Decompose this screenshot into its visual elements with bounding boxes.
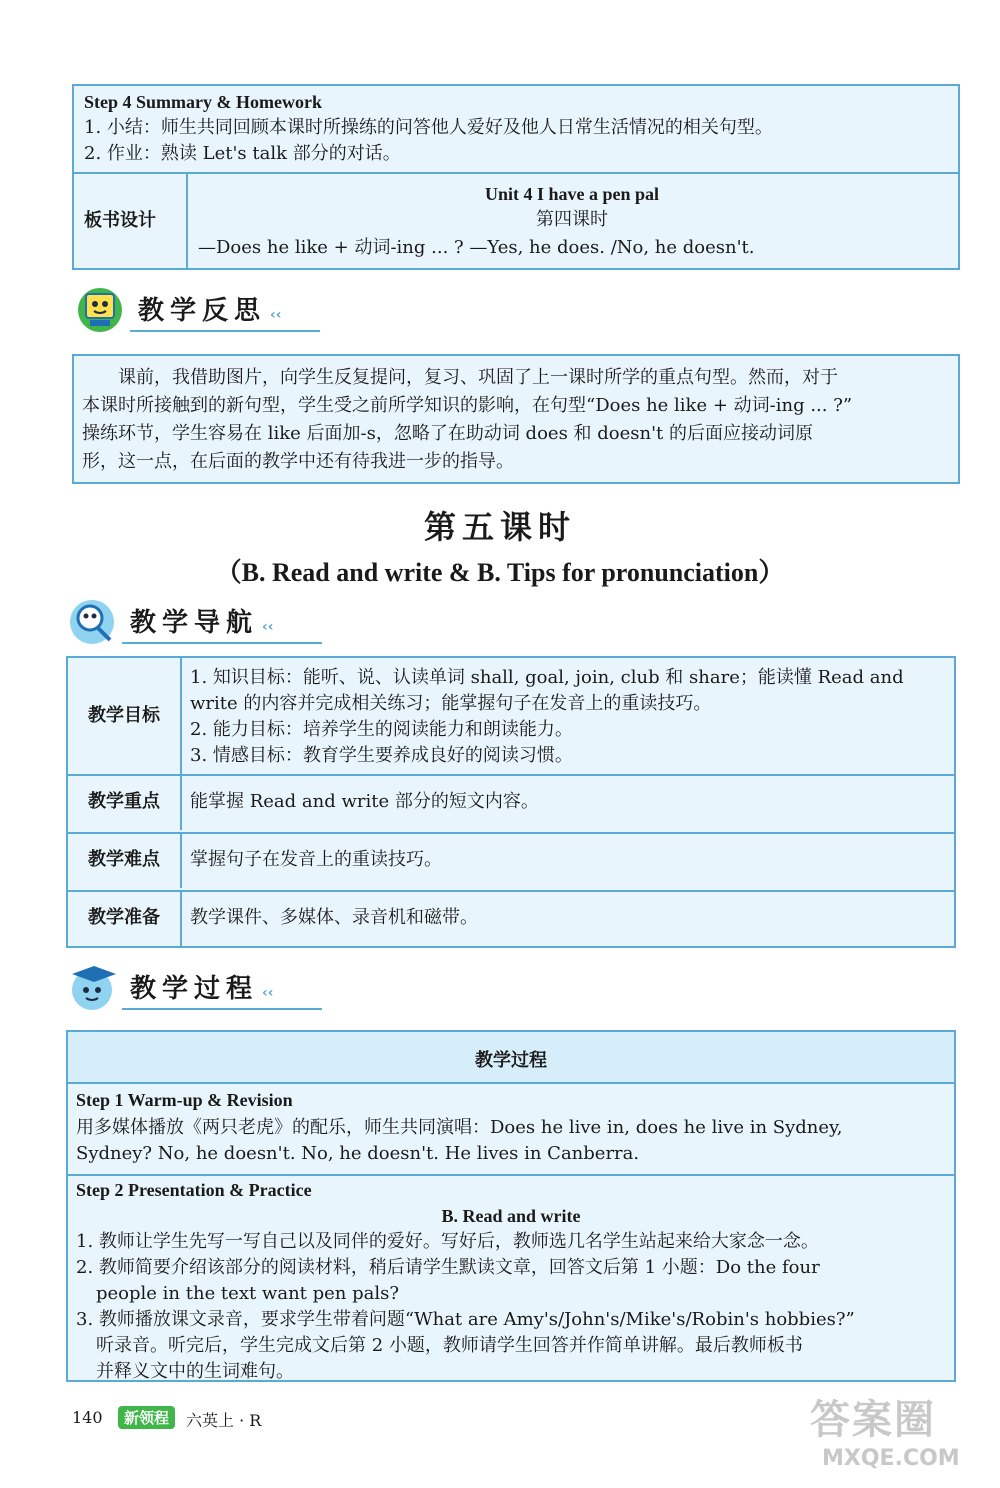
process-box (66, 1030, 956, 1382)
nav-row-difficulties (68, 832, 954, 892)
board-unit: Unit 4 I have a pen pal (484, 184, 660, 204)
nav-row-label: 教学目标 (68, 658, 182, 774)
nav-row-label: 教学难点 (68, 832, 182, 888)
reflection-header-text: 教学反思 (138, 296, 267, 326)
nav-goals-line-1: 1. 知识目标：能听、说、认读单词 shall, goal, join, club 和 share；能读懂 Read and (190, 667, 904, 688)
board-lesson: 第四课时 (536, 209, 608, 230)
graduate-mascot-icon (64, 962, 124, 1014)
reflection-header (72, 284, 322, 336)
step4-box (72, 84, 960, 270)
nav-row-label: 教学准备 (68, 890, 182, 946)
step-divider (68, 1174, 954, 1176)
lesson5-subtitle: （B. Read and write & B. Tips for pronunciation） (215, 558, 785, 587)
nav-goals-line-4: 3. 情感目标：教育学生要养成良好的阅读习惯。 (190, 745, 573, 766)
nav-row-label: 教学重点 (68, 774, 182, 830)
step1-line-2: Sydney? No, he doesn't. No, he doesn't. He lives in Canberra. (76, 1143, 640, 1164)
chevrons-icon: ‹‹ (270, 307, 282, 323)
process-box-title-bar (68, 1032, 954, 1084)
board-label: 板书设计 (84, 210, 156, 231)
nav-row-key-points (68, 774, 954, 834)
step2-line-5: 听录音。听完后，学生完成文后第 2 小题，教师请学生回答并作简单讲解。最后教师板书 (96, 1335, 803, 1356)
process-header-title (130, 968, 274, 1005)
process-header (64, 962, 324, 1014)
navigation-table (66, 656, 956, 948)
nav-row-preparation (68, 890, 954, 946)
step2-line-6: 并释义文中的生词难句。 (96, 1361, 294, 1382)
navigation-header-title (130, 602, 274, 639)
navigation-header (64, 596, 324, 648)
step4-line-1: 1. 小结：师生共同回顾本课时所操练的问答他人爱好及他人日常生活情况的相关句型。 (84, 117, 773, 138)
nav-row-content: 教学课件、多媒体、录音机和磁带。 (190, 907, 478, 928)
nav-goals-line-2: write 的内容并完成相关练习；能掌握句子在发音上的重读技巧。 (190, 693, 712, 714)
grade-label: 六英上 · R (186, 1411, 262, 1430)
chevrons-icon: ‹‹ (262, 985, 274, 1001)
step2-title: Step 2 Presentation & Practice (76, 1180, 312, 1200)
reflection-line-4: 形，这一点，在后面的教学中还有待我进一步的指导。 (82, 451, 514, 472)
magnifier-mascot-icon (64, 596, 124, 648)
reflection-box (72, 354, 960, 484)
step4-line-2: 2. 作业：熟读 Let's talk 部分的对话。 (84, 143, 401, 164)
page-number: 140 (72, 1408, 103, 1427)
reflection-header-title (138, 290, 282, 327)
nav-row-content (190, 666, 946, 768)
watermark-logo: 答案圈 (810, 1397, 936, 1443)
reflection-line-2: 本课时所接触到的新句型，学生受之前所学知识的影响，在句型“Does he like + 动词-ing ... ?” (82, 395, 853, 416)
watermark-url: MXQE.COM (822, 1446, 960, 1471)
process-box-title: 教学过程 (475, 1050, 547, 1071)
step2-line-2: 2. 教师简要介绍该部分的阅读材料，稍后请学生默读文章，回答文后第 1 小题：Do the four (76, 1257, 820, 1278)
lesson5-title: 第五课时 (423, 508, 576, 546)
step2-line-1: 1. 教师让学生先写一写自己以及同伴的爱好。写好后，教师选几名学生站起来给大家念一念。 (76, 1231, 819, 1252)
reflection-line-1: 课前，我借助图片，向学生反复提问，复习、巩固了上一课时所学的重点句型。然而，对于 (118, 367, 838, 388)
process-header-underline (122, 1008, 322, 1010)
reflection-line-3: 操练环节，学生容易在 like 后面加-s，忽略了在助动词 does 和 doesn't 的后面应接动词原 (82, 423, 813, 444)
step1-line-1: 用多媒体播放《两只老虎》的配乐，师生共同演唱：Does he live in, does he live in Sydney, (76, 1117, 843, 1138)
step4-title: Step 4 Summary & Homework (84, 92, 322, 112)
brand-badge: 新领程 (118, 1406, 175, 1429)
nav-goals-line-3: 2. 能力目标：培养学生的阅读能力和朗读能力。 (190, 719, 573, 740)
navigation-header-text: 教学导航 (130, 608, 259, 638)
nav-row-goals (68, 658, 954, 776)
board-divider (74, 172, 958, 174)
nav-row-content: 能掌握 Read and write 部分的短文内容。 (190, 791, 539, 812)
step2-subtitle: B. Read and write (441, 1206, 581, 1226)
nav-row-content: 掌握句子在发音上的重读技巧。 (190, 849, 442, 870)
step2-line-3: people in the text want pen pals? (96, 1283, 400, 1304)
reflection-header-underline (130, 330, 320, 332)
board-sentence: —Does he like + 动词-ing ... ? —Yes, he does. /No, he doesn't. (198, 237, 755, 258)
computer-mascot-icon (72, 284, 132, 336)
step2-line-4: 3. 教师播放课文录音，要求学生带着问题“What are Amy's/John's/Mike's/Robin's hobbies?” (76, 1309, 855, 1330)
process-header-text: 教学过程 (130, 974, 259, 1004)
chevrons-icon: ‹‹ (262, 619, 274, 635)
step1-title: Step 1 Warm-up & Revision (76, 1090, 293, 1110)
navigation-header-underline (122, 642, 322, 644)
